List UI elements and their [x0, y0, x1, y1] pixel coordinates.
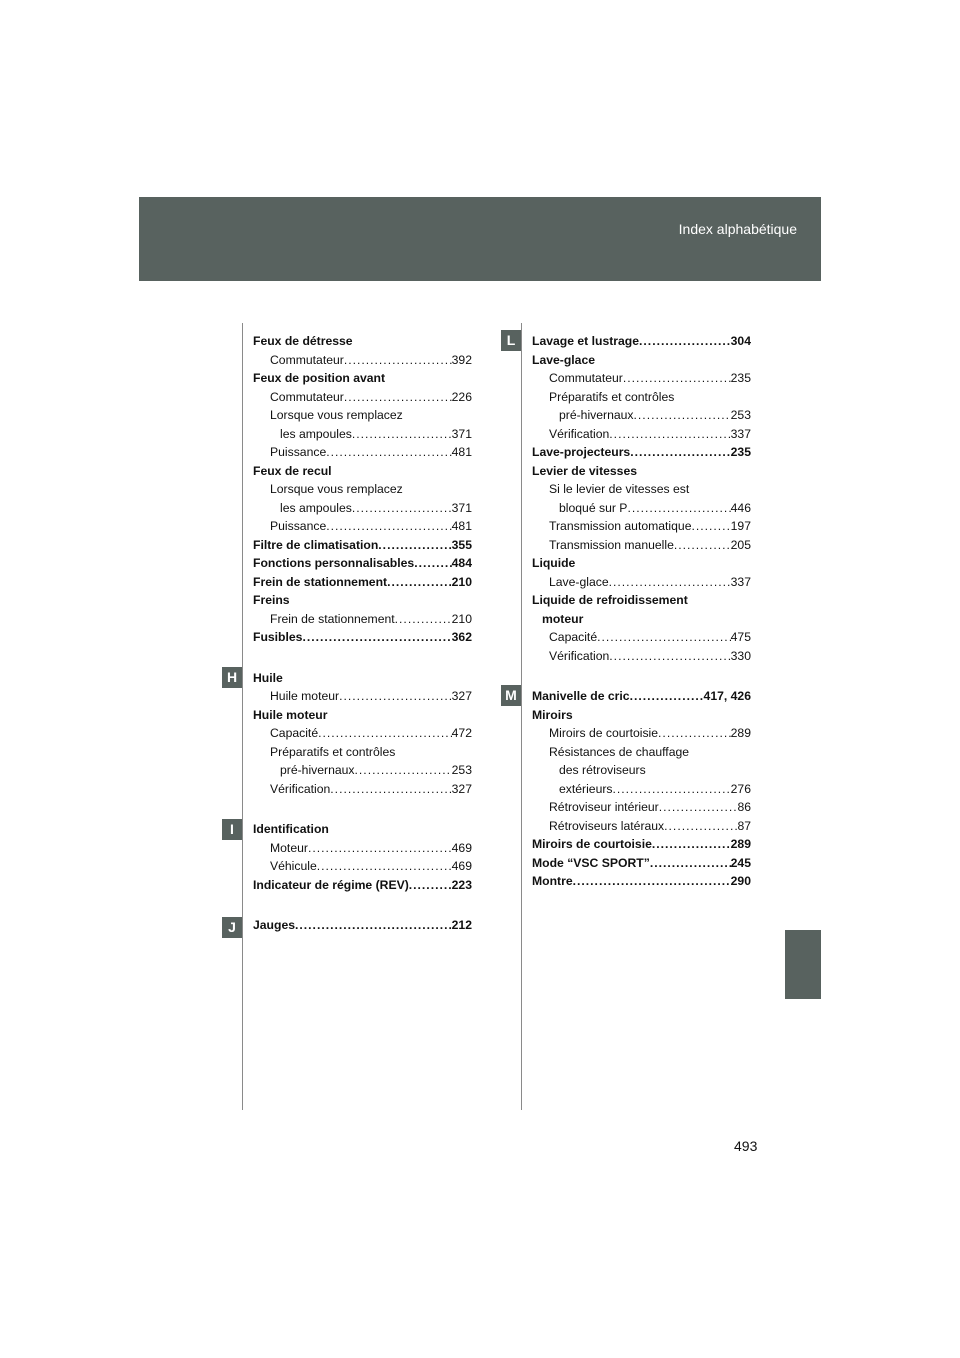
- index-entry: Lavage et lustrage ..... 304: [532, 332, 751, 351]
- index-entry: Puissance ..... 481: [253, 443, 472, 462]
- index-entry: Rétroviseurs latéraux ..... 87: [532, 817, 751, 836]
- index-column-left: [253, 332, 472, 935]
- index-entry: extérieurs ..... 276: [532, 780, 751, 799]
- header-band: [139, 197, 821, 281]
- index-column-right: [532, 332, 751, 891]
- index-entry: Miroirs de courtoisie ..... 289: [532, 835, 751, 854]
- index-entry: Frein de stationnement ..... 210: [253, 610, 472, 629]
- index-entry: Freins: [253, 593, 290, 607]
- index-entry: Lave-projecteurs ..... 235: [532, 443, 751, 462]
- index-entry: pré-hivernaux ..... 253: [532, 406, 751, 425]
- index-entry: Vérification ..... 337: [532, 425, 751, 444]
- index-entry: Feux de recul: [253, 463, 332, 478]
- index-entry: Lave-glace: [532, 352, 596, 367]
- index-entry: les ampoules ..... 371: [253, 499, 472, 518]
- index-entry: Véhicule ..... 469: [253, 857, 472, 876]
- index-entry: Rétroviseur intérieur ..... 86: [532, 798, 751, 817]
- index-entry: Lorsque vous remplacez: [270, 408, 403, 422]
- index-entry: Huile: [253, 670, 283, 685]
- index-entry: Lorsque vous remplacez: [270, 482, 403, 496]
- index-entry: Montre ..... 290: [532, 872, 751, 891]
- index-entry: des rétroviseurs: [559, 763, 646, 777]
- index-entry: Liquide de refroidissement: [532, 593, 688, 607]
- index-entry: moteur: [542, 611, 584, 626]
- index-entry: Vérification ..... 330: [532, 647, 751, 666]
- index-entry: Capacité ..... 475: [532, 628, 751, 647]
- index-entry: Mode “VSC SPORT” ..... 245: [532, 854, 751, 873]
- index-entry: Feux de position avant: [253, 371, 386, 385]
- chapter-tab: [785, 930, 821, 999]
- index-entry: Puissance ..... 481: [253, 517, 472, 536]
- index-entry: Moteur ..... 469: [253, 839, 472, 858]
- index-entry: Vérification ..... 327: [253, 780, 472, 799]
- index-entry: Si le levier de vitesses est: [549, 482, 690, 496]
- index-entry: pré-hivernaux ..... 253: [253, 761, 472, 780]
- index-entry: Commutateur ..... 392: [253, 351, 472, 370]
- page-number: 493: [734, 1138, 758, 1154]
- index-entry: Fonctions personnalisables ..... 484: [253, 554, 472, 573]
- letter-marker-m: M: [501, 685, 521, 706]
- index-entry: Jauges ..... 212: [253, 916, 472, 935]
- letter-marker-l: L: [501, 330, 521, 351]
- index-entry: bloqué sur P ..... 446: [532, 499, 751, 518]
- index-entry: Indicateur de régime (REV) ..... 223: [253, 876, 472, 895]
- index-entry: Préparatifs et contrôles: [270, 744, 396, 759]
- index-entry: Transmission automatique ..... 197: [532, 517, 751, 536]
- index-entry: Huile moteur ..... 327: [253, 687, 472, 706]
- index-entry: Préparatifs et contrôles: [549, 389, 675, 404]
- index-entry: Liquide: [532, 556, 576, 570]
- index-entry: Commutateur ..... 226: [253, 388, 472, 407]
- column-rule-left: [242, 323, 243, 1110]
- letter-marker-i: I: [222, 819, 242, 840]
- index-entry: Feux de détresse: [253, 334, 353, 348]
- letter-marker-j: J: [222, 917, 242, 938]
- letter-marker-h: H: [222, 667, 242, 688]
- index-entry: Huile moteur: [253, 707, 328, 722]
- index-entry: Levier de vitesses: [532, 463, 638, 478]
- index-entry: Manivelle de cric ..... 417, 426: [532, 687, 751, 706]
- index-entry: les ampoules ..... 371: [253, 425, 472, 444]
- index-entry: Lave-glace ..... 337: [532, 573, 751, 592]
- index-entry: Commutateur ..... 235: [532, 369, 751, 388]
- index-entry: Résistances de chauffage: [549, 744, 690, 759]
- index-entry: Identification: [253, 822, 329, 836]
- index-entry: Capacité ..... 472: [253, 724, 472, 743]
- index-entry: Fusibles ..... 362: [253, 628, 472, 647]
- section-title: Index alphabétique: [678, 221, 797, 237]
- index-entry: Miroirs: [532, 707, 573, 722]
- column-rule-right: [521, 323, 522, 1110]
- index-entry: Frein de stationnement ..... 210: [253, 573, 472, 592]
- index-entry: Miroirs de courtoisie ..... 289: [532, 724, 751, 743]
- index-entry: Transmission manuelle ..... 205: [532, 536, 751, 555]
- index-entry: Filtre de climatisation ..... 355: [253, 536, 472, 555]
